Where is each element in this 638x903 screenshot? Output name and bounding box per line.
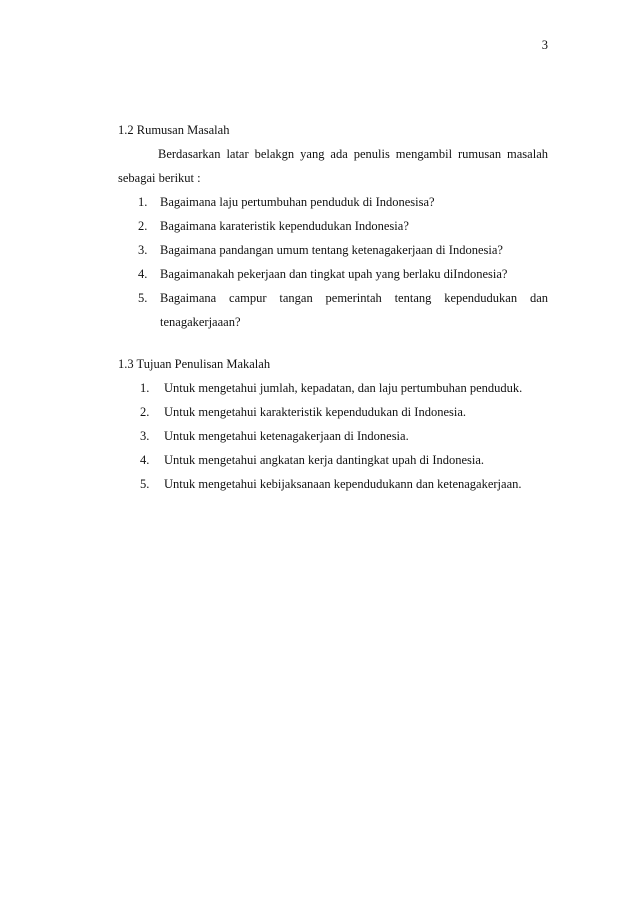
list-item [118,400,548,424]
list-item-text: Untuk mengetahui angkatan kerja dantingkat upah di Indonesia. [164,453,485,467]
list-item [118,190,548,214]
list-item-text: Untuk mengetahui karakteristik kependudukan di Indonesia. [164,405,467,419]
list-item [118,376,548,400]
list-item [118,448,548,472]
list-item-text: Untuk mengetahui ketenagakerjaan di Indonesia. [164,429,409,443]
list-item-text: Bagaimana karateristik kependudukan Indonesia? [160,219,409,233]
list-item-text [160,286,548,334]
list-item [118,262,548,286]
list-item-number: 2. [140,405,150,419]
intro-paragraph: Berdasarkan latar belakgn yang ada penulis mengambil rumusan masalah sebagai berikut : [118,147,548,185]
section-spacer [118,334,548,352]
list-item [118,286,548,334]
list-item-text: Bagaimanakah pekerjaan dan tingkat upah yang berlaku diIndonesia? [160,267,508,281]
rumusan-masalah-list [118,190,548,334]
list-item-number: 3. [140,429,150,443]
list-item-number: 1. [140,381,150,395]
page-number: 3 [541,38,548,52]
list-item [118,424,548,448]
list-item-number: 2. [138,219,148,233]
list-item-number: 3. [138,243,148,257]
list-item-number: 1. [138,195,148,209]
list-item [118,472,548,496]
list-item-text-line: tenagakerjaaan? [160,315,241,329]
document-body [118,118,548,496]
list-item-number: 5. [138,291,148,305]
list-item-number: 5. [140,477,150,491]
list-item-text: Untuk mengetahui kebijaksanaan kependudukann dan ketenagakerjaan. [164,477,522,491]
list-item-number: 4. [140,453,150,467]
list-item [118,214,548,238]
list-item [118,238,548,262]
tujuan-penulisan-list [118,376,548,496]
list-item-text: Untuk mengetahui jumlah, kepadatan, dan laju pertumbuhan penduduk. [164,381,523,395]
list-item-number: 4. [138,267,148,281]
section-heading-tujuan-penulisan: 1.3 Tujuan Penulisan Makalah [118,357,271,371]
section-heading-rumusan-masalah: 1.2 Rumusan Masalah [118,123,230,137]
list-item-text: Bagaimana pandangan umum tentang ketenagakerjaan di Indonesia? [160,243,503,257]
list-item-text: Bagaimana laju pertumbuhan penduduk di Indonesisa? [160,195,435,209]
list-item-text-line: Bagaimana campur tangan pemerintah tentang kependudukan dan [160,291,548,305]
